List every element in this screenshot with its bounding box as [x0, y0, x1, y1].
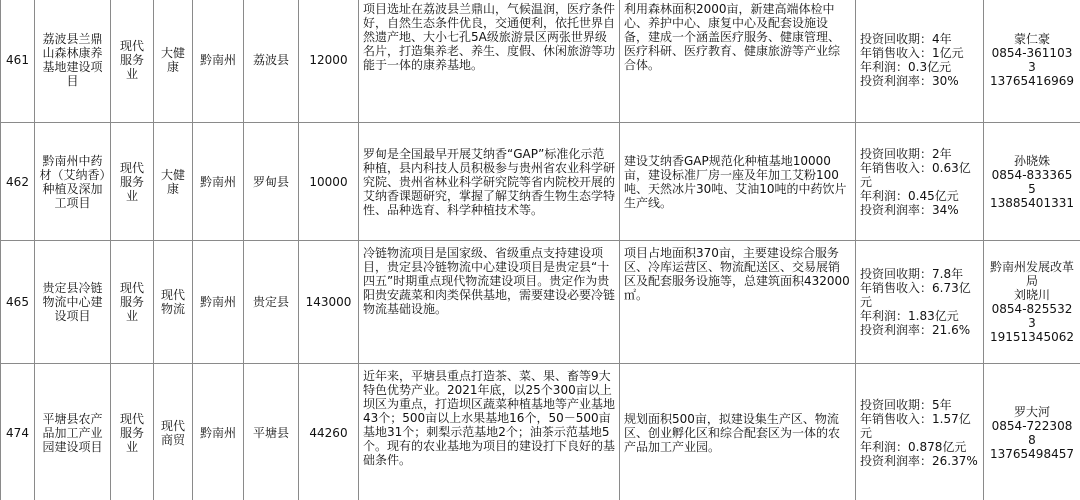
- category[interactable]: 现代商贸: [154, 364, 193, 500]
- prefecture[interactable]: 黔南州: [193, 123, 244, 241]
- project-name[interactable]: 贵定县冷链物流中心建设项目: [35, 241, 111, 364]
- table-row: [1, 364, 1080, 500]
- project-name[interactable]: 平塘县农产品加工产业园建设项目: [35, 364, 111, 500]
- prefecture[interactable]: 黔南州: [193, 0, 244, 123]
- contact-phone: 0854-8255323: [991, 302, 1073, 330]
- construction-content[interactable]: 规划面积500亩，拟建设集生产区、物流区、创业孵化区和综合配套区为一体的农产品加工产业园。: [620, 364, 856, 500]
- project-name[interactable]: 黔南州中药材（艾纳香）种植及深加工项目: [35, 123, 111, 241]
- contact[interactable]: [984, 123, 1080, 241]
- industry[interactable]: 现代服务业: [111, 364, 154, 500]
- county[interactable]: 贵定县: [244, 241, 299, 364]
- contact-org: 黔南州发展改革局: [989, 260, 1074, 288]
- payback-period: 投资回收期：7.8年: [860, 267, 964, 281]
- construction-content[interactable]: 利用森林面积2000亩，新建高端体检中心、养护中心、康复中心及配套设施设备，建成一个涵盖医疗服务、健康管理、医疗科研、医疗教育、健康旅游等产业综合体。: [620, 0, 856, 123]
- construction-content[interactable]: 建设艾纳香GAP规范化种植基地10000亩，建设标准厂房一座及年加工艾粉100吨、天然冰片30吨、艾油10吨的中药饮片生产线。: [620, 123, 856, 241]
- annual-sales: 年销售收入：6.73亿元: [860, 281, 971, 309]
- row-number[interactable]: 462: [1, 123, 35, 241]
- investment-returns[interactable]: [856, 123, 984, 241]
- annual-sales: 年销售收入：0.63亿元: [860, 160, 971, 189]
- contact-name: 罗大河: [1013, 404, 1050, 419]
- prefecture[interactable]: 黔南州: [193, 364, 244, 500]
- contact[interactable]: [984, 0, 1080, 123]
- contact-phone: 0854-3611033: [991, 45, 1073, 74]
- profit-rate: 投资利润率：30%: [860, 73, 959, 88]
- annual-profit: 年利润：1.83亿元: [860, 309, 959, 323]
- table-row: [1, 123, 1080, 241]
- annual-sales: 年销售收入：1亿元: [860, 45, 964, 60]
- industry[interactable]: 现代服务业: [111, 0, 154, 123]
- profit-rate: 投资利润率：21.6%: [860, 323, 971, 337]
- project-background[interactable]: 项目选址在荔波县兰鼎山，气候温润，医疗条件好，自然生态条件优良，交通便利，依托世界自然遗产地、大小七孔5A级旅游景区两张世界级名片，打造集养老、养生、度假、休闲旅游等功能于一体的康养基地。: [359, 0, 620, 123]
- row-number[interactable]: 465: [1, 241, 35, 364]
- county[interactable]: 荔波县: [244, 0, 299, 123]
- contact-phone: 0854-8333655: [991, 167, 1073, 196]
- industry[interactable]: 现代服务业: [111, 241, 154, 364]
- payback-period: 投资回收期：2年: [860, 146, 952, 161]
- contact[interactable]: [984, 364, 1080, 500]
- investment-returns[interactable]: [856, 364, 984, 500]
- contact-phone: 0854-7223088: [991, 418, 1073, 447]
- investment[interactable]: 12000: [299, 0, 359, 123]
- investment-returns[interactable]: [856, 241, 984, 364]
- contact-name: 蒙仁豪: [1013, 31, 1050, 46]
- project-name[interactable]: 荔波县兰鼎山森林康养基地建设项目: [35, 0, 111, 123]
- county[interactable]: 平塘县: [244, 364, 299, 500]
- payback-period: 投资回收期：5年: [860, 397, 952, 412]
- contact-mobile: 13765416969: [990, 73, 1074, 88]
- contact[interactable]: [984, 241, 1080, 364]
- prefecture[interactable]: 黔南州: [193, 241, 244, 364]
- annual-profit: 年利润：0.45亿元: [860, 188, 959, 203]
- investment[interactable]: 10000: [299, 123, 359, 241]
- profit-rate: 投资利润率：26.37%: [860, 453, 978, 468]
- category[interactable]: 大健康: [154, 0, 193, 123]
- category[interactable]: 现代物流: [154, 241, 193, 364]
- project-background[interactable]: 罗甸是全国最早开展艾纳香“GAP”标准化示范种植，县内科技人员积极参与贵州省农业科学研究院、贵州省林业科学研究院等省内院校开展的艾纳香课题研究，掌握了解艾纳香生物生态学特性、品种选育、科学种植技术等。: [359, 123, 620, 241]
- county[interactable]: 罗甸县: [244, 123, 299, 241]
- table-row: [1, 241, 1080, 364]
- contact-name: 刘晓川: [1013, 288, 1050, 302]
- annual-sales: 年销售收入：1.57亿元: [860, 411, 971, 440]
- annual-profit: 年利润：0.878亿元: [860, 439, 967, 454]
- payback-period: 投资回收期：4年: [860, 31, 952, 46]
- category[interactable]: 大健康: [154, 123, 193, 241]
- annual-profit: 年利润：0.3亿元: [860, 59, 952, 74]
- construction-content[interactable]: 项目占地面积370亩，主要建设综合服务区、冷库运营区、物流配送区、交易展销区及配套服务设施等，总建筑面积432000㎡。: [620, 241, 856, 364]
- investment-returns[interactable]: [856, 0, 984, 123]
- investment[interactable]: 44260: [299, 364, 359, 500]
- row-number[interactable]: 474: [1, 364, 35, 500]
- contact-mobile: 13885401331: [990, 195, 1074, 210]
- profit-rate: 投资利润率：34%: [860, 202, 959, 217]
- industry[interactable]: 现代服务业: [111, 123, 154, 241]
- investment[interactable]: 143000: [299, 241, 359, 364]
- project-background[interactable]: 冷链物流项目是国家级、省级重点支持建设项目，贵定县冷链物流中心建设项目是贵定县“十四五”时期重点现代物流建设项目。贵定作为贵阳贵安蔬菜和肉类保供基地，需要建设必要冷链物流基础设施。: [359, 241, 620, 364]
- table-row: [1, 0, 1080, 123]
- contact-name: 孙晓姝: [1013, 153, 1050, 168]
- project-background[interactable]: 近年来，平塘县重点打造茶、菜、果、畜等9大特色优势产业。2021年底，以25个300亩以上坝区为重点，打造坝区蔬菜种植基地等产业基地43个；500亩以上水果基地16个，50－500亩基地31个；刺梨示范基地2个；油茶示范基地5个。现有的农业基地为项目的建设打下良好的基础条件。: [359, 364, 620, 500]
- contact-mobile: 13765498457: [990, 446, 1074, 461]
- contact-mobile: 19151345062: [990, 330, 1074, 344]
- row-number[interactable]: 461: [1, 0, 35, 123]
